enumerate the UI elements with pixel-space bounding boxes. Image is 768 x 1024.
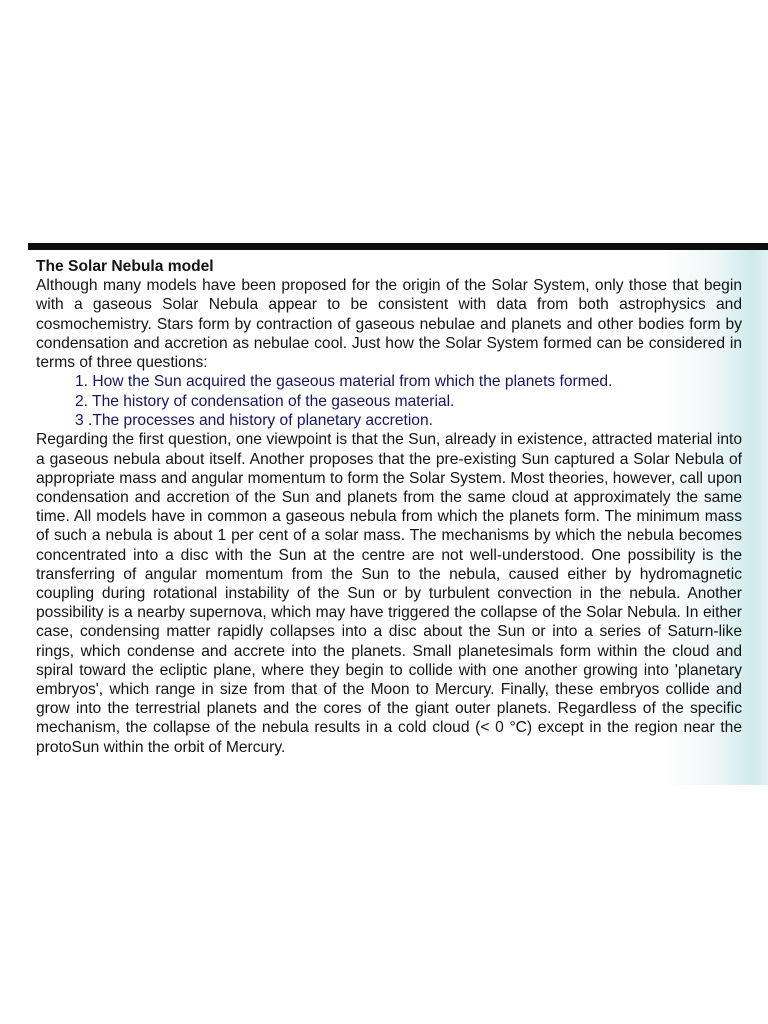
document-text bbox=[36, 257, 742, 757]
section-title: The Solar Nebula model bbox=[36, 258, 214, 275]
question-1: 1. How the Sun acquired the gaseous material from which the planets formed. bbox=[75, 373, 613, 391]
top-rule bbox=[28, 243, 768, 250]
question-list bbox=[36, 372, 742, 430]
question-3: 3 .The processes and history of planetary accretion. bbox=[75, 412, 433, 430]
scanned-document bbox=[28, 243, 768, 785]
body-paragraph: Regarding the first question, one viewpoint is that the Sun, already in existence, attracted material into a gaseous nebula about itself. Another proposes that the pre-existing Sun captured a Solar Nebula of appropriate mass and angular momentum to form the Solar System. Most theories, however, call upon condensation and accretion of the Sun and planets from the same cloud at approximately the same time. All models have in common a gaseous nebula from which the planets form. The minimum mass of such a nebula is about 1 per cent of a solar mass. The mechanisms by which the nebula becomes concentrated into a disc with the Sun at the centre are not well-understood. One possibility is the transferring of angular momentum from the Sun to the nebula, caused either by hydromagnetic coupling during rotational instability of the Sun or by turbulent convection in the nebula. Another possibility is a nearby supernova, which may have triggered the collapse of the Solar Nebula. In either case, condensing matter rapidly collapses into a disc about the Sun or into a series of Saturn-like rings, which condense and accrete into the planets. Small planetesimals form within the cloud and spiral toward the ecliptic plane, where they begin to collide with one another growing into 'planetary embryos', which range in size from that of the Moon to Mercury. Finally, these embryos collide and grow into the terrestrial planets and the cores of the giant outer planets. Regardless of the specific mechanism, the collapse of the nebula results in a cold cloud (< 0 °C) except in the region near the protoSun within the orbit of Mercury. bbox=[36, 431, 742, 756]
question-2: 2. The history of condensation of the gaseous material. bbox=[75, 392, 455, 410]
intro-paragraph: Although many models have been proposed for the origin of the Solar System, only those that begin with a gaseous Solar Nebula appear to be consistent with data from both astrophysics and cosmochemistry. Stars form by contraction of gaseous nebulae and planets and other bodies form by condensation and accretion as nebulae cool. Just how the Solar System formed can be considered in terms of three questions: bbox=[36, 277, 742, 372]
